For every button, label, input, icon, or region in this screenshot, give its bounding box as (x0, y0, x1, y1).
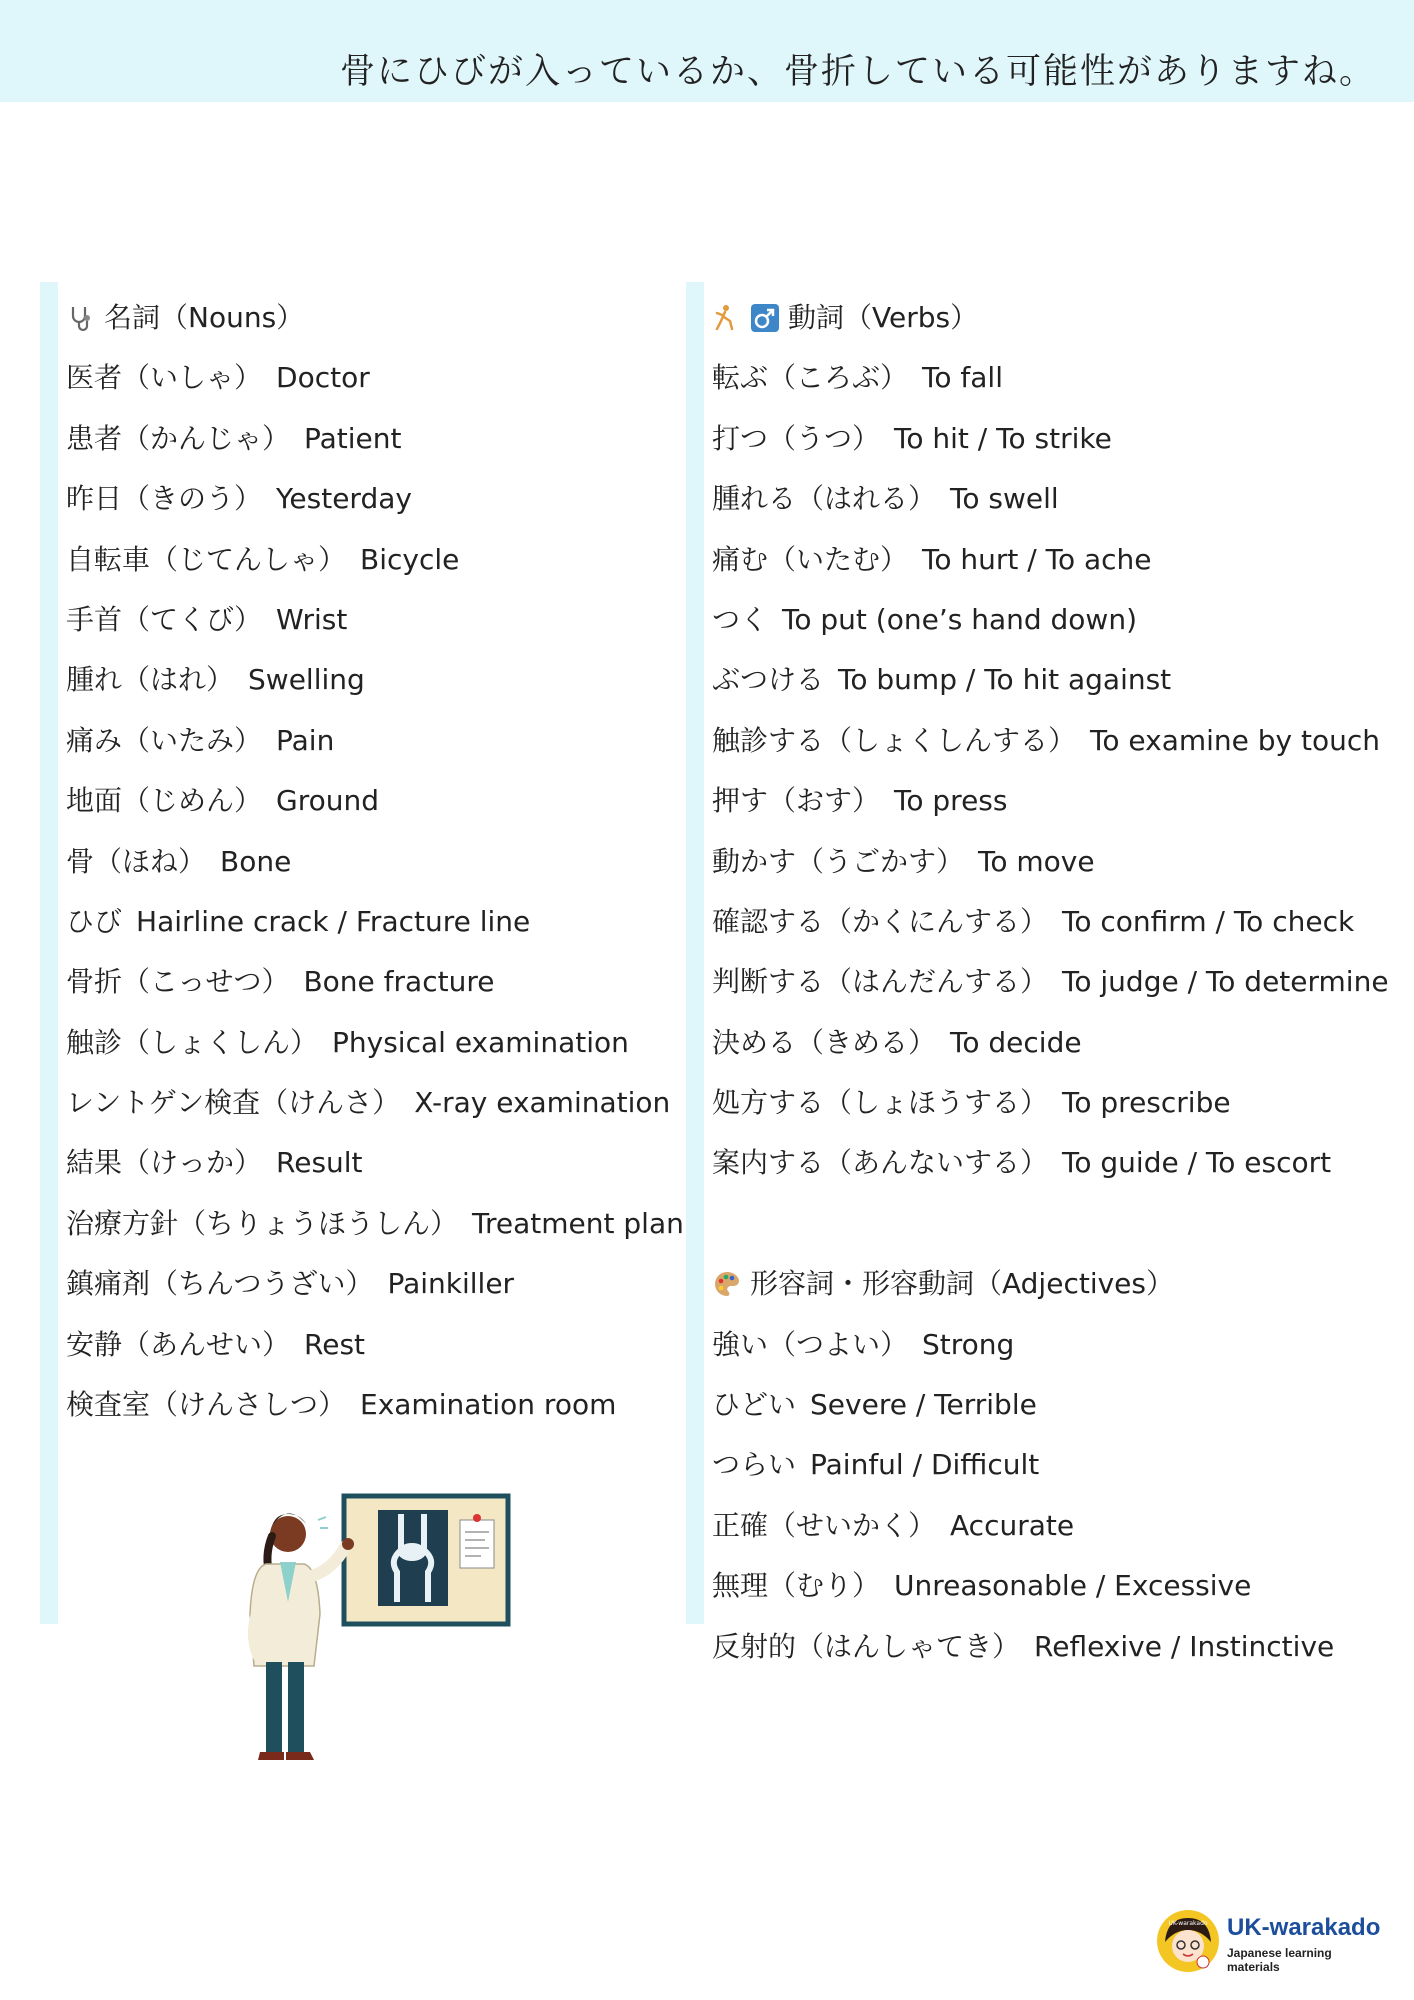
noun-item-japanese: 検査室（けんさしつ） (66, 1388, 347, 1422)
brand-logo (1155, 1908, 1387, 1974)
noun-item (66, 952, 684, 1012)
noun-item (66, 832, 684, 892)
noun-item-japanese: 結果（けっか） (66, 1146, 263, 1180)
adjectives-heading (712, 1254, 1389, 1314)
noun-item (66, 1375, 684, 1435)
noun-item-english: Examination room (360, 1388, 617, 1422)
verbs-adjectives-column (712, 288, 1389, 1677)
noun-item-english: Doctor (276, 361, 370, 395)
noun-item-japanese: 痛み（いたみ） (66, 723, 263, 757)
stethoscope-icon (66, 303, 96, 333)
verb-item-english: To decide (950, 1025, 1082, 1059)
verb-item (712, 590, 1389, 650)
verbs-list (712, 348, 1389, 1193)
nouns-column (66, 288, 684, 1435)
logo-title: UK-warakado (1227, 1914, 1381, 1941)
adjectives-heading-text: 形容詞・形容動詞（Adjectives） (750, 1267, 1174, 1301)
verb-item-english: To hurt / To ache (922, 542, 1152, 576)
verb-item-japanese: 動かす（うごかす） (712, 844, 965, 878)
male-sign-icon (750, 303, 780, 333)
noun-item-english: Ground (276, 784, 380, 818)
verb-item-english: To move (978, 844, 1095, 878)
verb-item-japanese: 痛む（いたむ） (712, 542, 909, 576)
noun-item (66, 409, 684, 469)
verb-item-japanese: 打つ（うつ） (712, 421, 881, 455)
verb-item (712, 832, 1389, 892)
noun-item-japanese: 安静（あんせい） (66, 1327, 291, 1361)
adjective-item-japanese: 反射的（はんしゃてき） (712, 1629, 1021, 1663)
verb-item-english: To bump / To hit against (838, 663, 1172, 697)
verb-item-japanese: 処方する（しょほうする） (712, 1086, 1049, 1120)
noun-item (66, 1194, 684, 1254)
verb-item-japanese: つく (712, 602, 769, 636)
noun-item-english: Bone (220, 844, 292, 878)
verb-item-japanese: 触診する（しょくしんする） (712, 723, 1077, 757)
noun-item-english: Bone fracture (303, 965, 495, 999)
verb-item-english: To put (one’s hand down) (782, 602, 1138, 636)
verb-item (712, 409, 1389, 469)
noun-item-english: Swelling (248, 663, 365, 697)
noun-item (66, 530, 684, 590)
noun-item (66, 1133, 684, 1193)
noun-item-english: X-ray examination (414, 1086, 671, 1120)
adjective-item-english: Painful / Difficult (810, 1448, 1040, 1482)
noun-item-japanese: 骨（ほね） (66, 844, 207, 878)
noun-item-english: Bicycle (360, 542, 460, 576)
section-spacer (712, 1194, 1389, 1254)
nouns-heading-text: 名詞（Nouns） (104, 301, 305, 334)
verb-item-english: To fall (922, 361, 1003, 395)
verb-item-english: To prescribe (1062, 1086, 1231, 1120)
noun-item-japanese: 腫れ（はれ） (66, 663, 235, 697)
noun-item (66, 892, 684, 952)
noun-item-english: Pain (276, 723, 335, 757)
title-banner (0, 0, 1414, 102)
verb-item (712, 1013, 1389, 1073)
adjective-item-english: Reflexive / Instinctive (1034, 1629, 1335, 1663)
noun-item-japanese: 触診（しょくしん） (66, 1025, 319, 1059)
noun-item-english: Physical examination (332, 1025, 629, 1059)
noun-item-japanese: 自転車（じてんしゃ） (66, 542, 347, 576)
adjective-item-japanese: つらい (712, 1448, 797, 1482)
running-man-icon (712, 303, 742, 333)
verb-item (712, 771, 1389, 831)
noun-item-english: Rest (304, 1327, 366, 1361)
verb-item-japanese: 判断する（はんだんする） (712, 965, 1049, 999)
logo-badge-text: UK-warakado (1168, 1920, 1208, 1927)
doctor-xray-illustration (226, 1486, 516, 1766)
noun-item (66, 1013, 684, 1073)
adjective-item-japanese: ひどい (712, 1388, 797, 1422)
noun-item (66, 771, 684, 831)
noun-item (66, 1254, 684, 1314)
verb-item-japanese: ぶつける (712, 663, 825, 697)
noun-item (66, 650, 684, 710)
noun-item-japanese: 治療方針（ちりょうほうしん） (66, 1206, 459, 1240)
adjective-item (712, 1375, 1389, 1435)
noun-item-japanese: 骨折（こっせつ） (66, 965, 290, 999)
noun-item-japanese: 医者（いしゃ） (66, 361, 263, 395)
verb-item (712, 530, 1389, 590)
noun-item-english: Painkiller (387, 1267, 515, 1301)
verb-item-english: To judge / To determine (1062, 965, 1389, 999)
verb-item (712, 348, 1389, 408)
adjective-item-english: Strong (922, 1327, 1015, 1361)
verb-item-japanese: 決める（きめる） (712, 1025, 937, 1059)
mascot-logo-icon (1155, 1908, 1221, 1974)
noun-item (66, 1073, 684, 1133)
noun-item-english: Treatment plan (472, 1206, 684, 1240)
verbs-heading-text: 動詞（Verbs） (788, 301, 979, 334)
adjective-item-english: Accurate (950, 1508, 1075, 1542)
verb-item (712, 952, 1389, 1012)
noun-item-english: Hairline crack / Fracture line (136, 904, 531, 938)
verb-item-japanese: 転ぶ（ころぶ） (712, 361, 909, 395)
adjective-item-japanese: 正確（せいかく） (712, 1508, 937, 1542)
verb-item-english: To examine by touch (1090, 723, 1381, 757)
page-title: 骨にひびが入っているか、骨折している可能性がありますね。 (339, 52, 1376, 92)
adjective-item-english: Unreasonable / Excessive (894, 1569, 1252, 1603)
verb-item-english: To confirm / To check (1062, 904, 1355, 938)
verb-item-english: To hit / To strike (894, 421, 1112, 455)
nouns-heading (66, 288, 684, 348)
verb-item-english: To swell (950, 482, 1059, 516)
verb-item-english: To press (894, 784, 1008, 818)
noun-item (66, 1315, 684, 1375)
verb-item (712, 1073, 1389, 1133)
noun-item-japanese: 昨日（きのう） (66, 482, 263, 516)
verb-item (712, 892, 1389, 952)
adjective-item-japanese: 無理（むり） (712, 1569, 881, 1603)
noun-item-english: Wrist (276, 602, 348, 636)
adjective-item (712, 1617, 1389, 1677)
noun-item-english: Result (276, 1146, 363, 1180)
noun-item (66, 711, 684, 771)
verb-item-japanese: 腫れる（はれる） (712, 482, 937, 516)
verb-item-english: To guide / To escort (1062, 1146, 1332, 1180)
noun-item-english: Yesterday (276, 482, 412, 516)
verb-item-japanese: 押す（おす） (712, 784, 881, 818)
verb-item (712, 469, 1389, 529)
left-column-accent-bar (40, 282, 58, 1624)
right-column-accent-bar (686, 282, 704, 1624)
noun-item-japanese: レントゲン検査（けんさ） (66, 1086, 401, 1120)
noun-item (66, 469, 684, 529)
verb-item (712, 1133, 1389, 1193)
noun-item-japanese: 地面（じめん） (66, 784, 263, 818)
adjectives-list (712, 1315, 1389, 1677)
noun-item-japanese: ひび (66, 904, 123, 938)
adjective-item (712, 1556, 1389, 1616)
noun-item-japanese: 手首（てくび） (66, 602, 263, 636)
adjective-item-english: Severe / Terrible (810, 1388, 1037, 1422)
nouns-list (66, 348, 684, 1435)
adjective-item (712, 1315, 1389, 1375)
logo-subtitle: Japanese learning materials (1227, 1946, 1332, 1974)
adjective-item-japanese: 強い（つよい） (712, 1327, 909, 1361)
noun-item (66, 348, 684, 408)
verb-item (712, 650, 1389, 710)
palette-icon (712, 1269, 742, 1299)
verb-item-japanese: 確認する（かくにんする） (712, 904, 1049, 938)
noun-item-japanese: 患者（かんじゃ） (66, 421, 291, 455)
noun-item-english: Patient (304, 421, 402, 455)
noun-item-japanese: 鎮痛剤（ちんつうざい） (66, 1267, 374, 1301)
verbs-heading (712, 288, 1389, 348)
noun-item (66, 590, 684, 650)
verb-item-japanese: 案内する（あんないする） (712, 1146, 1049, 1180)
adjective-item (712, 1496, 1389, 1556)
adjective-item (712, 1435, 1389, 1495)
verb-item (712, 711, 1389, 771)
